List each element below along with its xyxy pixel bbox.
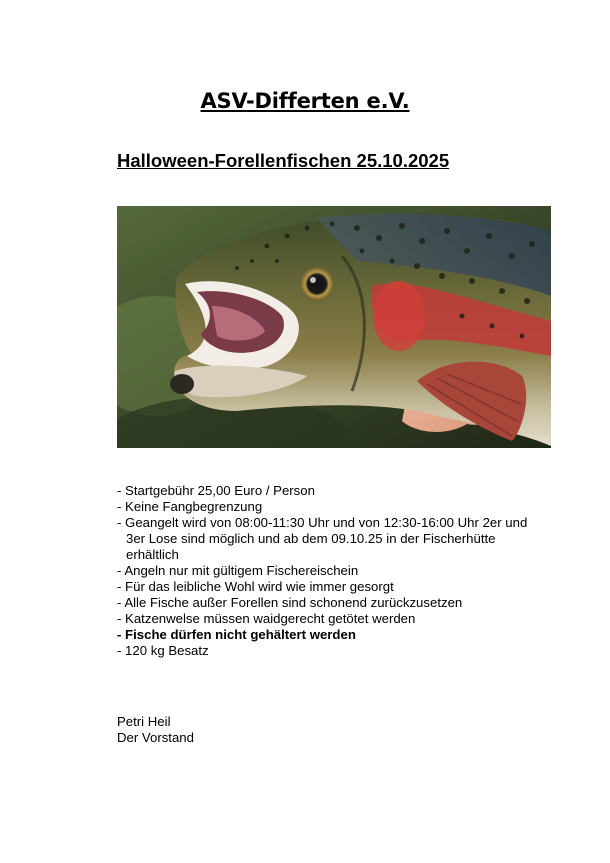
info-item-license: - Angeln nur mit gültigem Fischereischein bbox=[117, 563, 359, 578]
event-title: Halloween-Forellenfischen 25.10.2025 bbox=[117, 150, 450, 171]
info-item-fee: - Startgebühr 25,00 Euro / Person bbox=[117, 483, 315, 498]
organization-title: ASV-Differten e.V. bbox=[200, 89, 410, 113]
info-list bbox=[117, 483, 537, 659]
info-item-stocking: - 120 kg Besatz bbox=[117, 643, 209, 658]
info-item-catch-limit: - Keine Fangbegrenzung bbox=[117, 499, 263, 514]
signature-block bbox=[117, 714, 194, 746]
info-item-keeping: - Fische dürfen nicht gehältert werden bbox=[117, 627, 356, 642]
signature-signer: Der Vorstand bbox=[117, 730, 194, 745]
info-item-catering: - Für das leibliche Wohl wird wie immer gesorgt bbox=[117, 579, 394, 594]
info-item-release: - Alle Fische außer Forellen sind schonend zurückzusetzen bbox=[117, 595, 463, 610]
info-item-catfish: - Katzenwelse müssen waidgerecht getötet werden bbox=[117, 611, 416, 626]
trout-photo bbox=[117, 206, 551, 448]
signature-greeting: Petri Heil bbox=[117, 714, 171, 729]
trout-illustration bbox=[117, 206, 551, 448]
info-item-times: - Geangelt wird von 08:00-11:30 Uhr und von 12:30-16:00 Uhr 2er und 3er Lose sind möglich und ab dem 09.10.25 in der Fischerhütte erhältlich bbox=[117, 515, 528, 562]
